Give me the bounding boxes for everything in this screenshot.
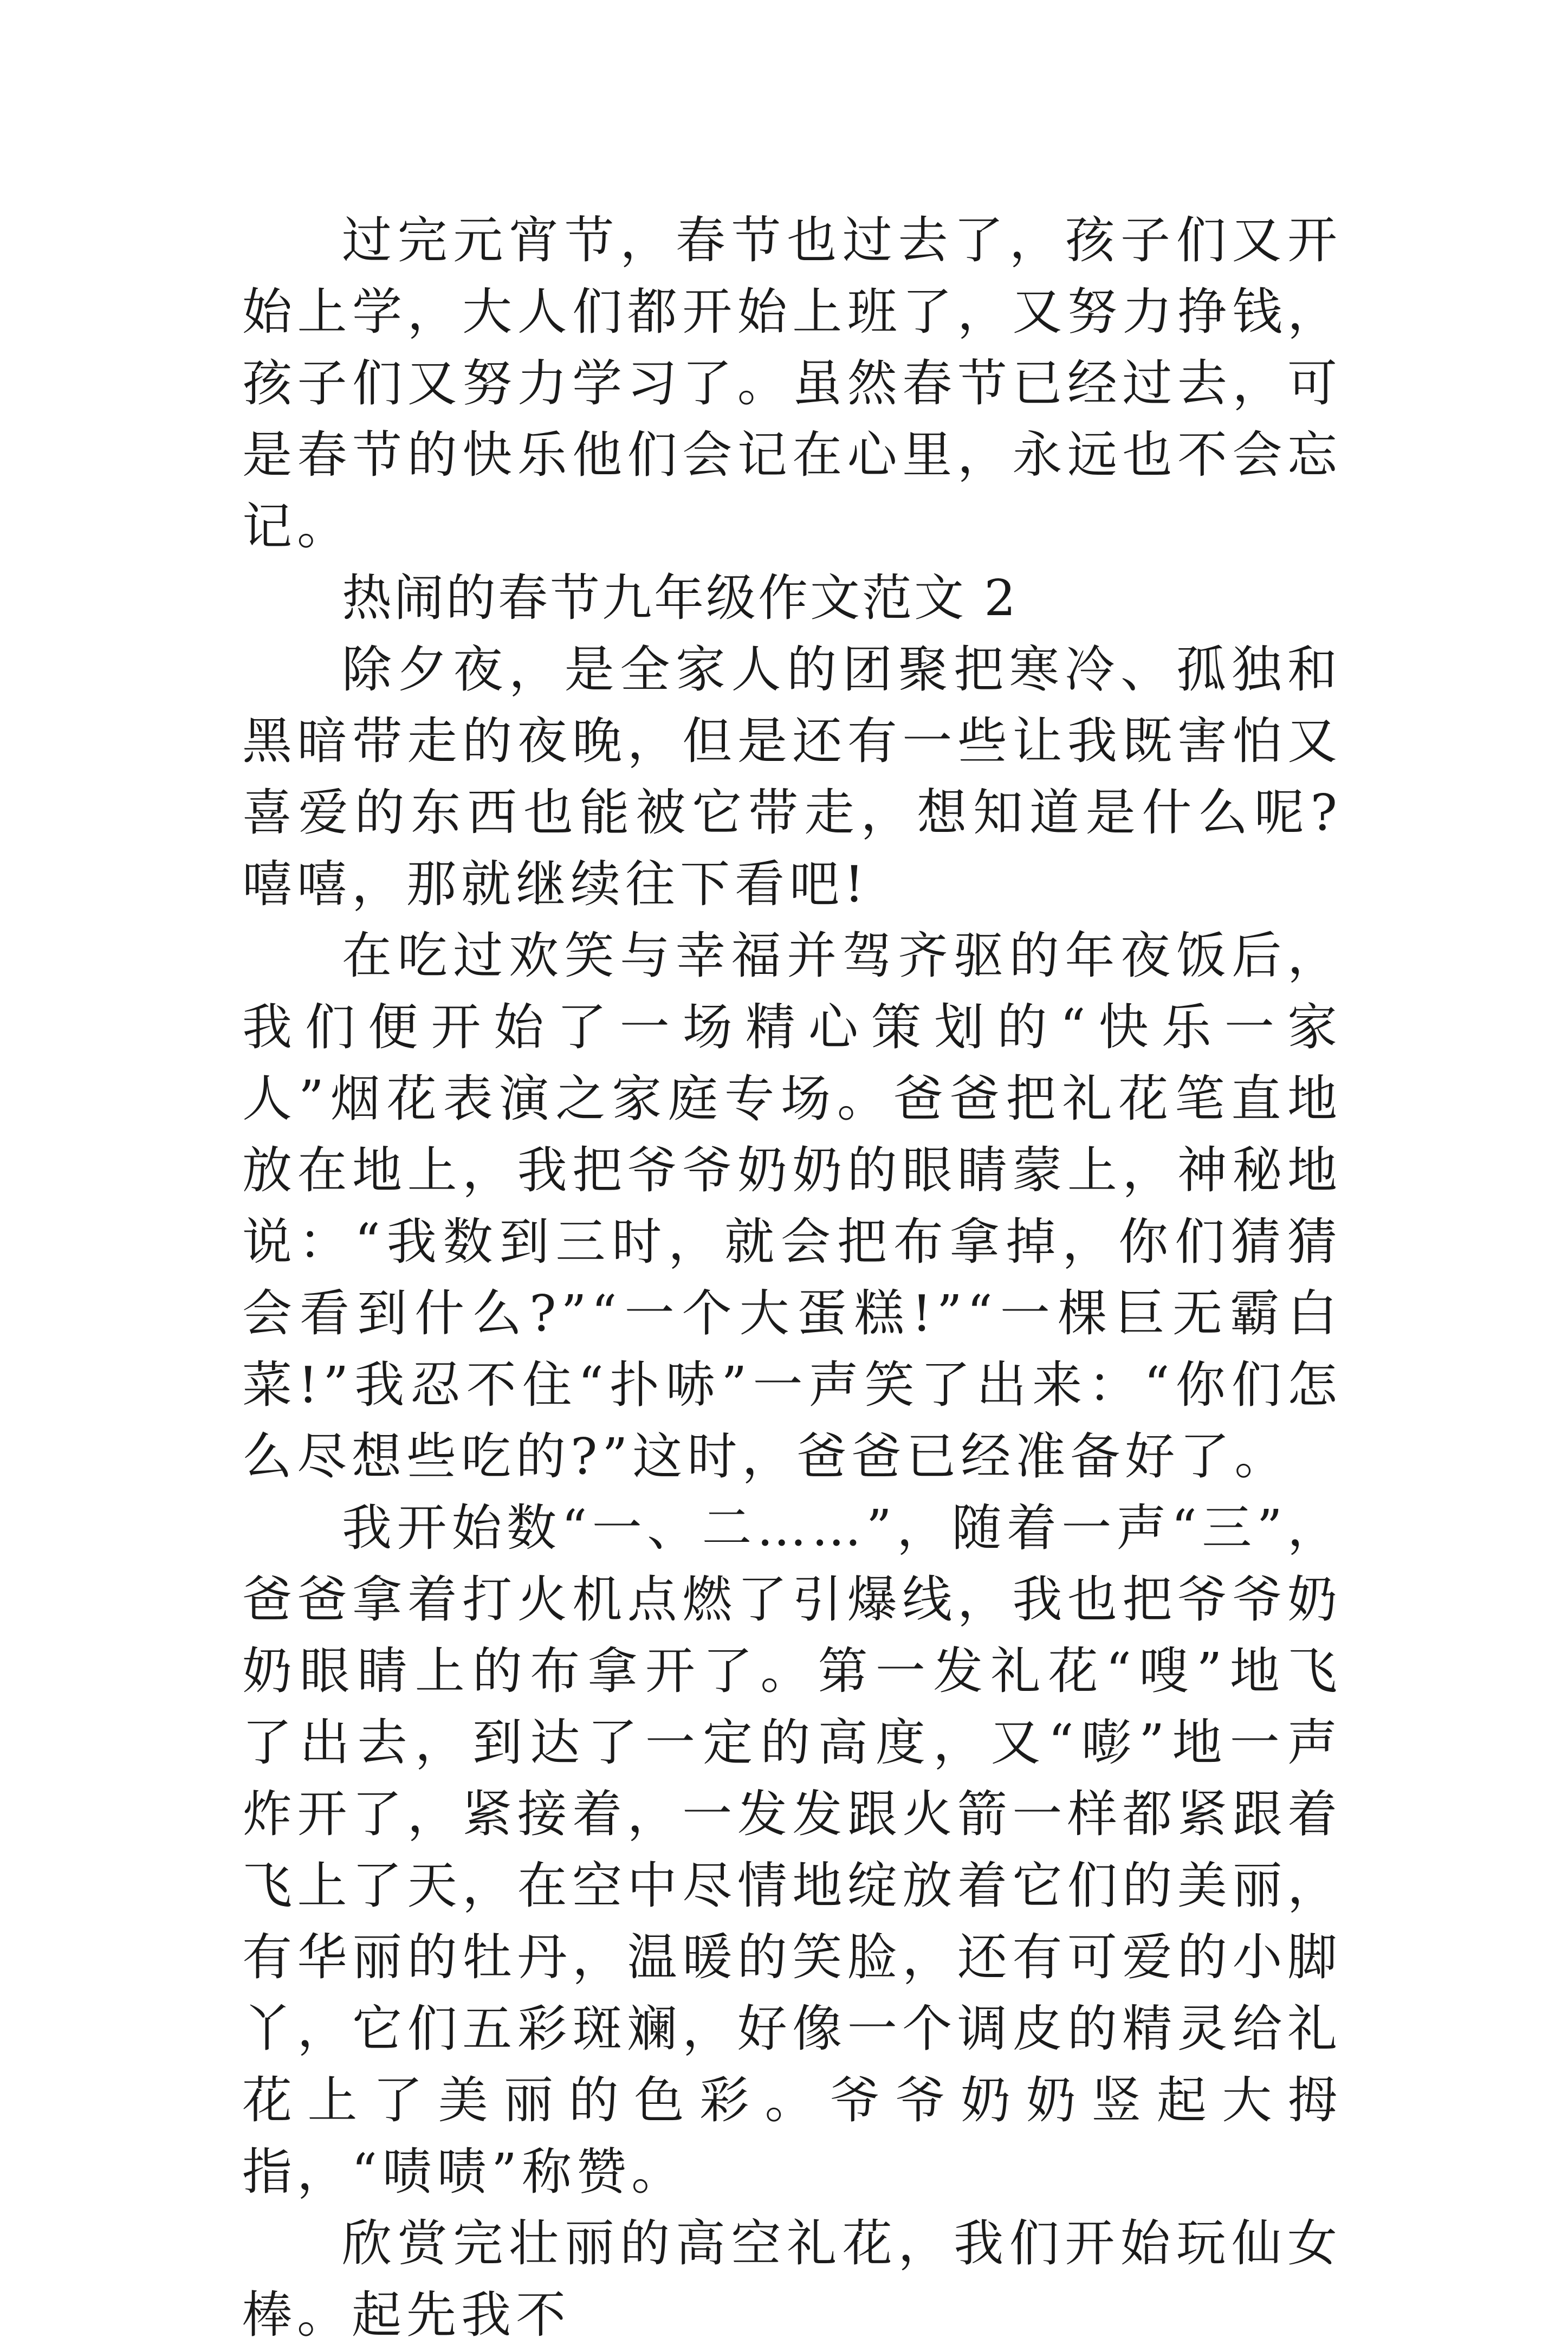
document-body (242, 205, 1342, 2351)
paragraph-new-years-eve-intro: 除夕夜，是全家人的团聚把寒冷、孤独和黑暗带走的夜晚，但是还有一些让我既害怕又喜爱的东西也能被它带走，想知道是什么呢?嘻嘻，那就继续往下看吧! (242, 641, 1342, 913)
paragraph-spring-festival-ending: 过完元宵节，春节也过去了，孩子们又开始上学，大人们都开始上班了，又努力挣钱，孩子们又努力学习了。虽然春节已经过去，可是春节的快乐他们会记在心里，永远也不会忘记。 (242, 211, 1342, 556)
essay-heading: 热闹的春节九年级作文范文 2 (342, 569, 1018, 627)
paragraph-fireworks-launch: 我开始数“一、二……”，随着一声“三”，爸爸拿着打火机点燃了引爆线，我也把爷爷奶奶眼睛上的布拿开了。第一发礼花“嗖”地飞了出去，到达了一定的高度，又“嘭”地一声炸开了，紧接着，一发发跟火箭一样都紧跟着飞上了天，在空中尽情地绽放着它们的美丽，有华丽的牡丹，温暖的笑脸，还有可爱的小脚丫，它们五彩斑斓，好像一个调皮的精灵给礼花上了美丽的色彩。爷爷奶奶竖起大拇指，“啧啧”称赞。 (242, 1499, 1342, 2201)
paragraph-fireworks-show-setup: 在吃过欢笑与幸福并驾齐驱的年夜饭后，我们便开始了一场精心策划的“快乐一家人”烟花表演之家庭专场。爸爸把礼花笔直地放在地上，我把爷爷奶奶的眼睛蒙上，神秘地说：“我数到三时，就会把布拿掉，你们猜猜会看到什么?”“一个大蛋糕!”“一棵巨无霸白菜!”我忍不住“扑哧”一声笑了出来：“你们怎么尽想些吃的?”这时，爸爸已经准备好了。 (242, 927, 1342, 1485)
paragraph-sparklers: 欣赏完壮丽的高空礼花，我们开始玩仙女棒。起先我不 (242, 2214, 1342, 2344)
